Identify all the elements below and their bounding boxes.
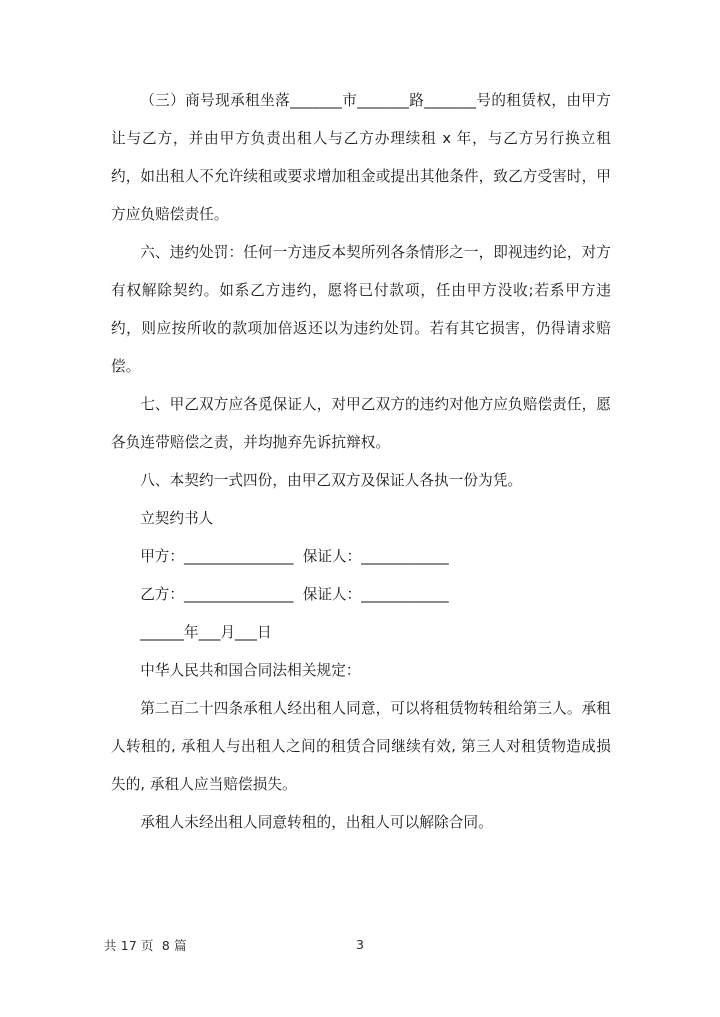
signature-row-party-b bbox=[111, 576, 611, 614]
party-a-blank[interactable]: _______________ bbox=[183, 548, 294, 565]
party-a-label: 甲方： bbox=[140, 548, 184, 565]
signature-block-heading: 立契约书人 bbox=[140, 510, 214, 527]
law-section-heading: 中华人民共和国合同法相关规定： bbox=[140, 662, 361, 679]
paragraph-clause-three: （三）商号现承租坐落_______市_______路_______号的租赁权，由甲方让与乙方，并由甲方负责出租人与乙方办理续租 x 年，与乙方另行换立租约，如出租人不允许续租或要求增加租金或提出其他条件，致乙方受害时，甲方应负赔偿责任。 bbox=[111, 92, 611, 223]
paragraph-clause-eight: 八、本契约一式四份，由甲乙双方及保证人各执一份为凭。 bbox=[140, 472, 523, 489]
page-footer bbox=[0, 936, 720, 960]
party-b-spacer bbox=[293, 586, 302, 603]
party-a-guarantor-blank[interactable]: ____________ bbox=[361, 548, 449, 565]
document-body bbox=[111, 82, 611, 842]
footer-summary: 共 17 页 8 篇 bbox=[104, 938, 187, 953]
paragraph-clause-six: 六、违约处罚：任何一方违反本契所列各条情形之一，即视违约论，对方有权解除契约。如系乙方违约，愿将已付款项，任由甲方没收;若系甲方违约，则应按所收的款项加倍返还以为违约处罚。若有其它损害，仍得请求赔偿。 bbox=[111, 244, 611, 375]
party-b-label: 乙方： bbox=[140, 586, 184, 603]
party-b-blank[interactable]: _______________ bbox=[183, 586, 294, 603]
party-b-guarantor-blank[interactable]: ____________ bbox=[361, 586, 449, 603]
paragraph-article-224-clause-2: 承租人未经出租人同意转租的，出租人可以解除合同。 bbox=[140, 814, 493, 831]
signature-row-party-a bbox=[111, 538, 611, 576]
signature-date-line[interactable]: ______年___月___日 bbox=[140, 624, 272, 641]
paragraph-clause-seven: 七、甲乙双方应各觅保证人，对甲乙双方的违约对他方应负赔偿责任，愿各负连带赔偿之责，并均抛弃先诉抗辩权。 bbox=[111, 396, 611, 451]
party-a-guarantor-label: 保证人： bbox=[302, 548, 362, 565]
party-b-guarantor-label: 保证人： bbox=[302, 586, 362, 603]
party-a-spacer bbox=[293, 548, 302, 565]
footer-page-number: 3 bbox=[355, 938, 365, 953]
paragraph-article-224: 第二百二十四条承租人经出租人同意，可以将租赁物转租给第三人。承租人转租的, 承租人与出租人之间的租赁合同继续有效, 第三人对租赁物造成损失的, 承租人应当赔偿损失。 bbox=[111, 700, 611, 793]
